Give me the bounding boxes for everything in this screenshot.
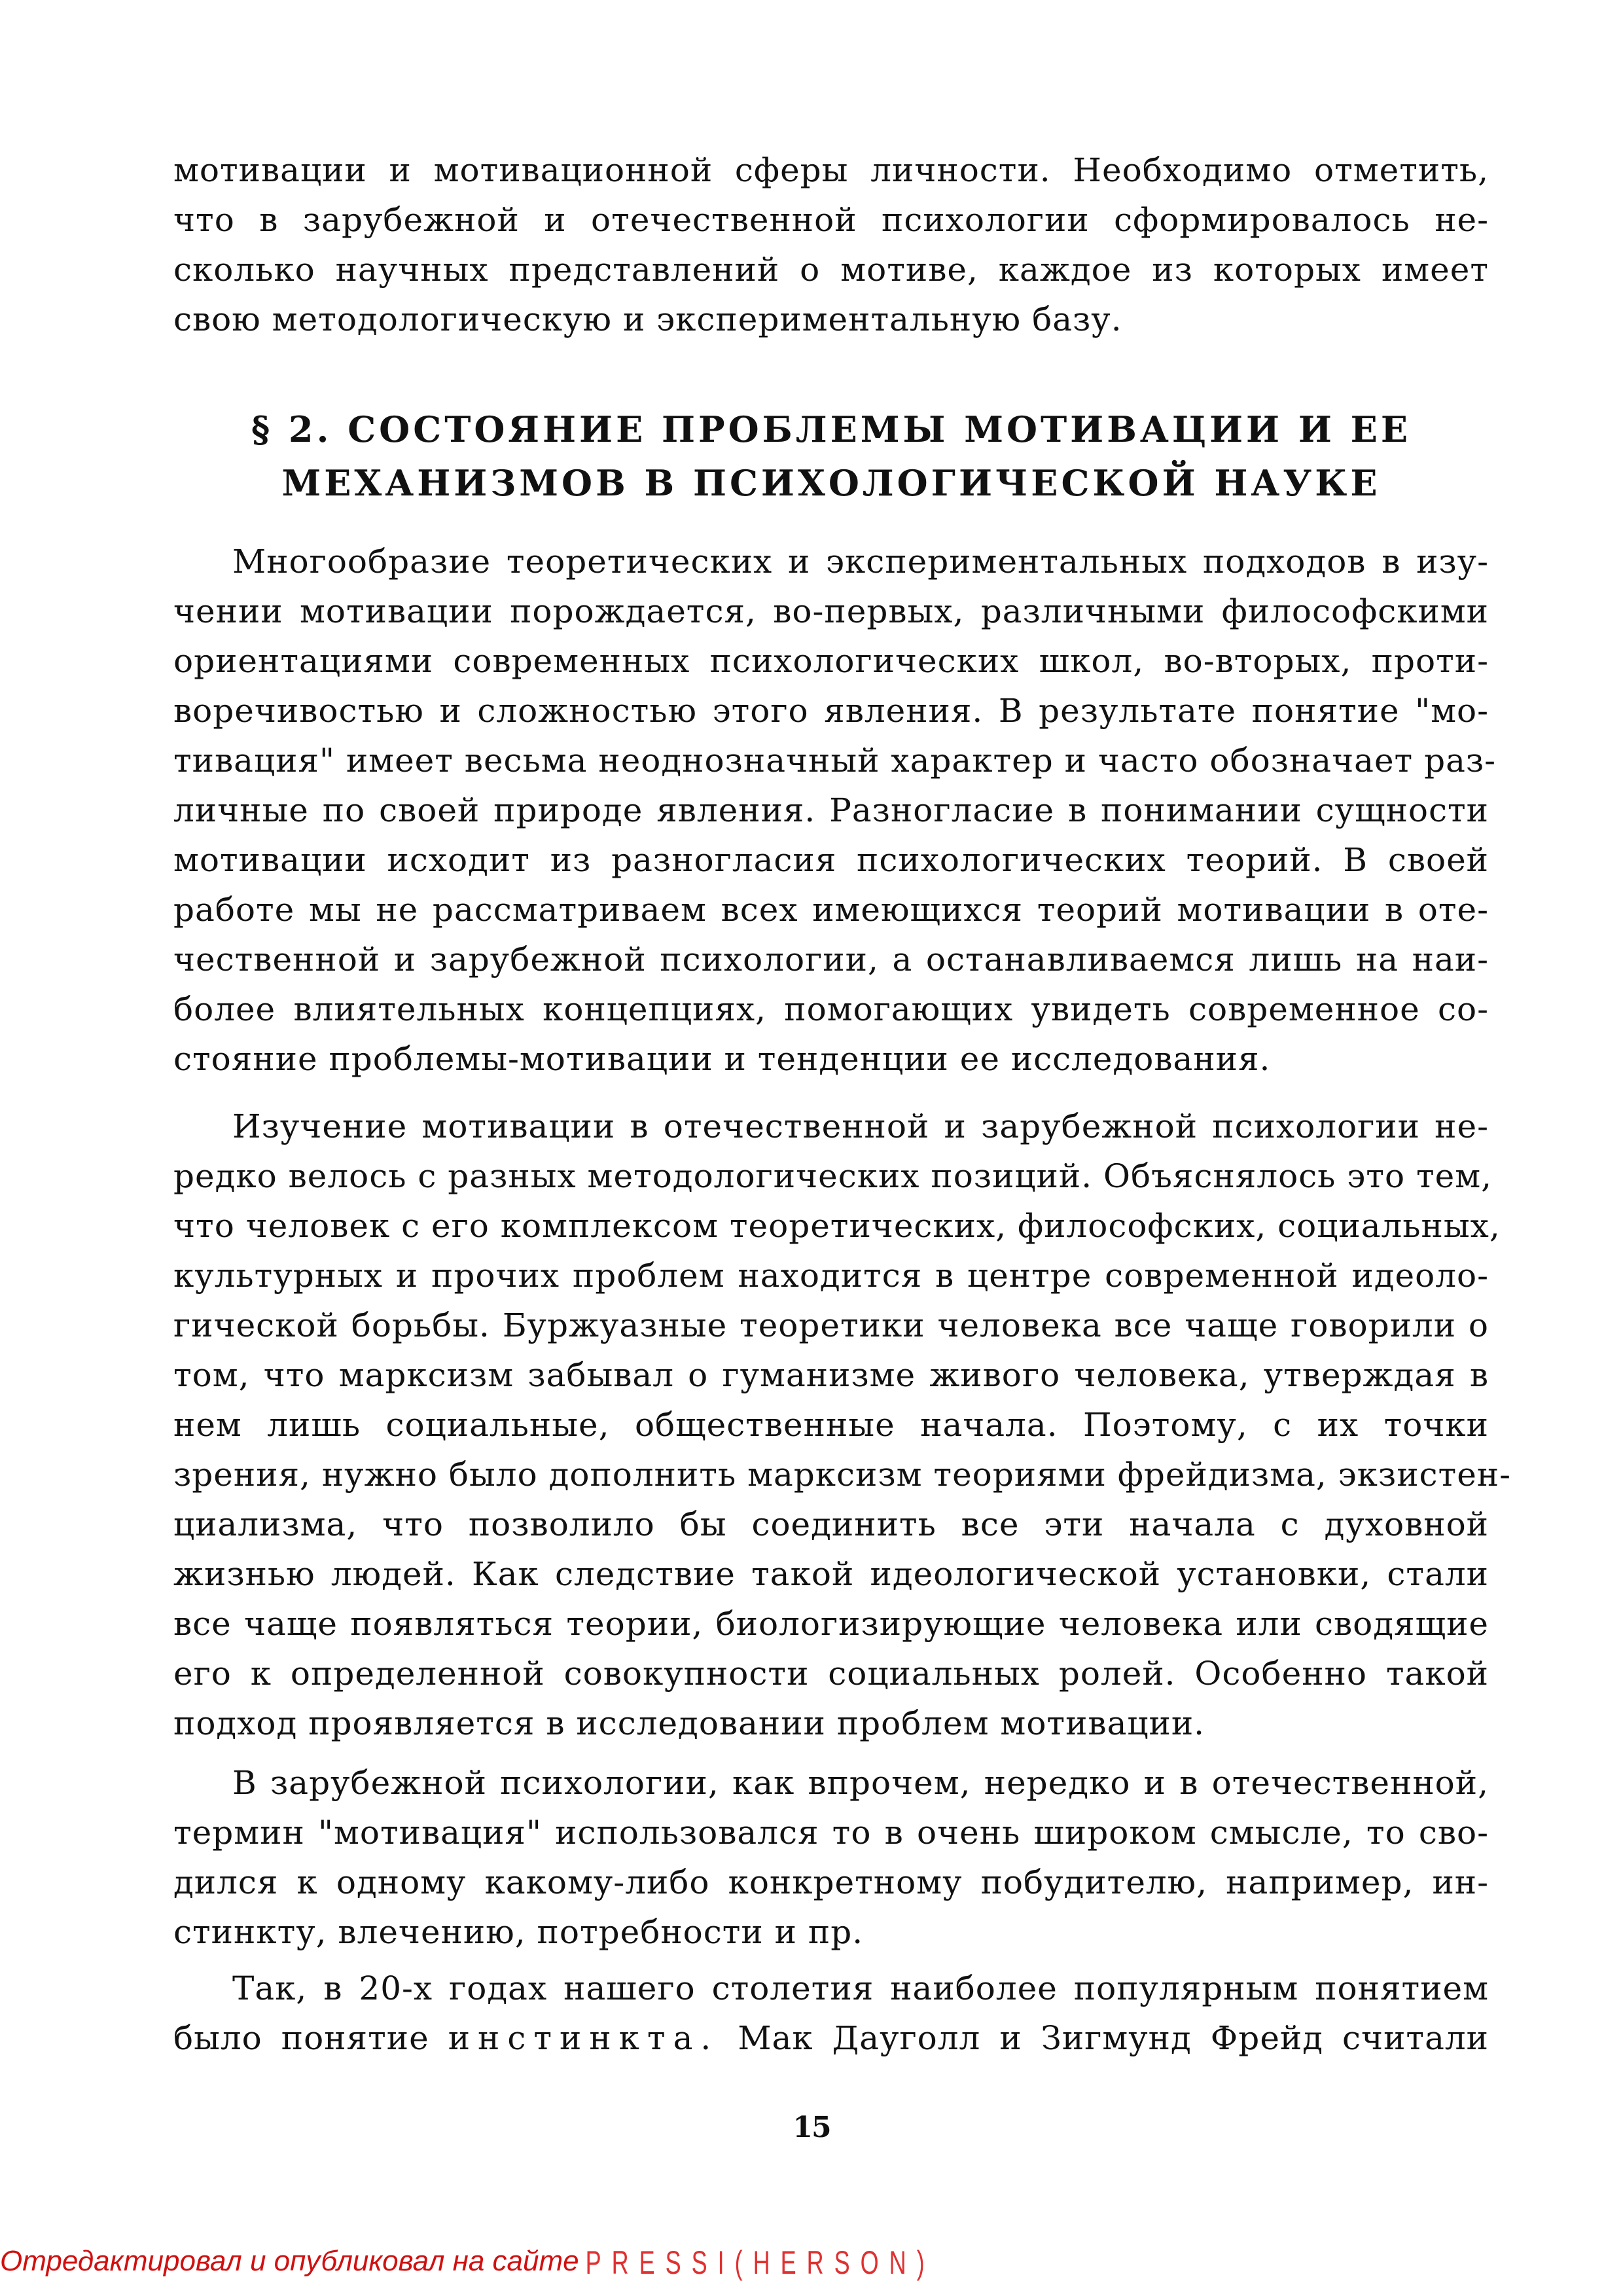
text-line: зрения, нужно было дополнить марксизм теориями фрейдизма, экзистен- [173,1456,1512,1494]
text-line: работе мы не рассматриваем всех имеющихся теорий мотивации в оте- [173,891,1489,929]
paragraph-3 [173,1758,1489,1957]
text-line: циализма, что позволило бы соединить все эти начала с духовной [173,1505,1489,1543]
text-line: стояние проблемы-мотивации и тенденции ее исследования. [173,1040,1271,1078]
text-line: Так, в 20-х годах нашего столетия наиболее популярным понятием [232,1969,1489,2007]
text-line: термин "мотивация" использовался то в очень широком смысле, то сво- [173,1814,1489,1852]
text-line: дился к одному какому-либо конкретному побудителю, например, ин- [173,1863,1489,1901]
text-line: личные по своей природе явления. Разногласие в понимании сущности [173,791,1489,829]
text-line: нем лишь социальные, общественные начала. Поэтому, с их точки [173,1406,1489,1444]
text-line: что человек с его комплексом теоретических, философских, социальных, [173,1207,1501,1245]
text-line: мотивации исходит из разногласия психологических теорий. В своей [173,841,1489,879]
section-heading [173,403,1489,510]
text-line: тивация" имеет весьма неоднозначный характер и часто обозначает раз- [173,742,1497,780]
text-line: чении мотивации порождается, во-первых, различными философскими [173,592,1489,630]
watermark-text: Отредактировал и опубликовал на сайте [0,2245,579,2277]
text-line: гической борьбы. Буржуазные теоретики человека все чаще говорили о [173,1306,1489,1344]
page-number: 15 [793,2111,830,2144]
watermark-site: PRESSI(HERSON) [585,2243,935,2281]
text-line: свою методологическую и экспериментальную базу. [173,300,1122,338]
text-fragment: было понятие [173,2019,429,2057]
text-line: редко велось с разных методологических позиций. Объяснялось это тем, [173,1157,1492,1195]
text-line: В зарубежной психологии, как впрочем, нередко и в отечественной, [232,1764,1489,1802]
text-line: все чаще появляться теории, биологизирующие человека или сводящие [173,1605,1489,1643]
text-line: жизнью людей. Как следствие такой идеологической установки, стали [173,1555,1489,1593]
heading-line: МЕХАНИЗМОВ В ПСИХОЛОГИЧЕСКОЙ НАУКЕ [281,462,1381,504]
text-line: более влиятельных концепциях, помогающих увидеть современное со- [173,990,1489,1028]
watermark [0,2243,935,2281]
emphasized-term: инстинкта. [448,2019,719,2057]
text-line: мотивации и мотивационной сферы личности. Необходимо отметить, [173,151,1489,189]
text-line [173,2013,1489,2063]
heading-line: § 2. СОСТОЯНИЕ ПРОБЛЕМЫ МОТИВАЦИИ И ЕЕ [251,408,1411,450]
text-line: чественной и зарубежной психологии, а останавливаемся лишь на наи- [173,941,1489,978]
paragraph-4 [173,1964,1489,2063]
paragraph-2 [173,1102,1512,1748]
paragraph-intro [173,145,1489,344]
text-line: что в зарубежной и отечественной психологии сформировалось не- [173,201,1489,239]
text-line: сколько научных представлений о мотиве, каждое из которых имеет [173,251,1489,289]
paragraph-1 [173,537,1497,1084]
text-line: его к определенной совокупности социальных ролей. Особенно такой [173,1655,1489,1693]
text-line: культурных и прочих проблем находится в центре современной идеоло- [173,1257,1489,1295]
text-line: стинкту, влечению, потребности и пр. [173,1913,864,1951]
text-line: ориентациями современных психологических школ, во-вторых, проти- [173,642,1489,680]
text-line: том, что марксизм забывал о гуманизме живого человека, утверждая в [173,1356,1489,1394]
text-line: подход проявляется в исследовании проблем мотивации. [173,1704,1205,1742]
text-line: Изучение мотивации в отечественной и зарубежной психологии не- [232,1107,1489,1145]
text-line: Многообразие теоретических и экспериментальных подходов в изу- [232,543,1489,581]
text-fragment: Мак Дауголл и Зигмунд Фрейд считали [738,2019,1489,2057]
text-line: воречивостью и сложностью этого явления. В результате понятие "мо- [173,692,1489,730]
